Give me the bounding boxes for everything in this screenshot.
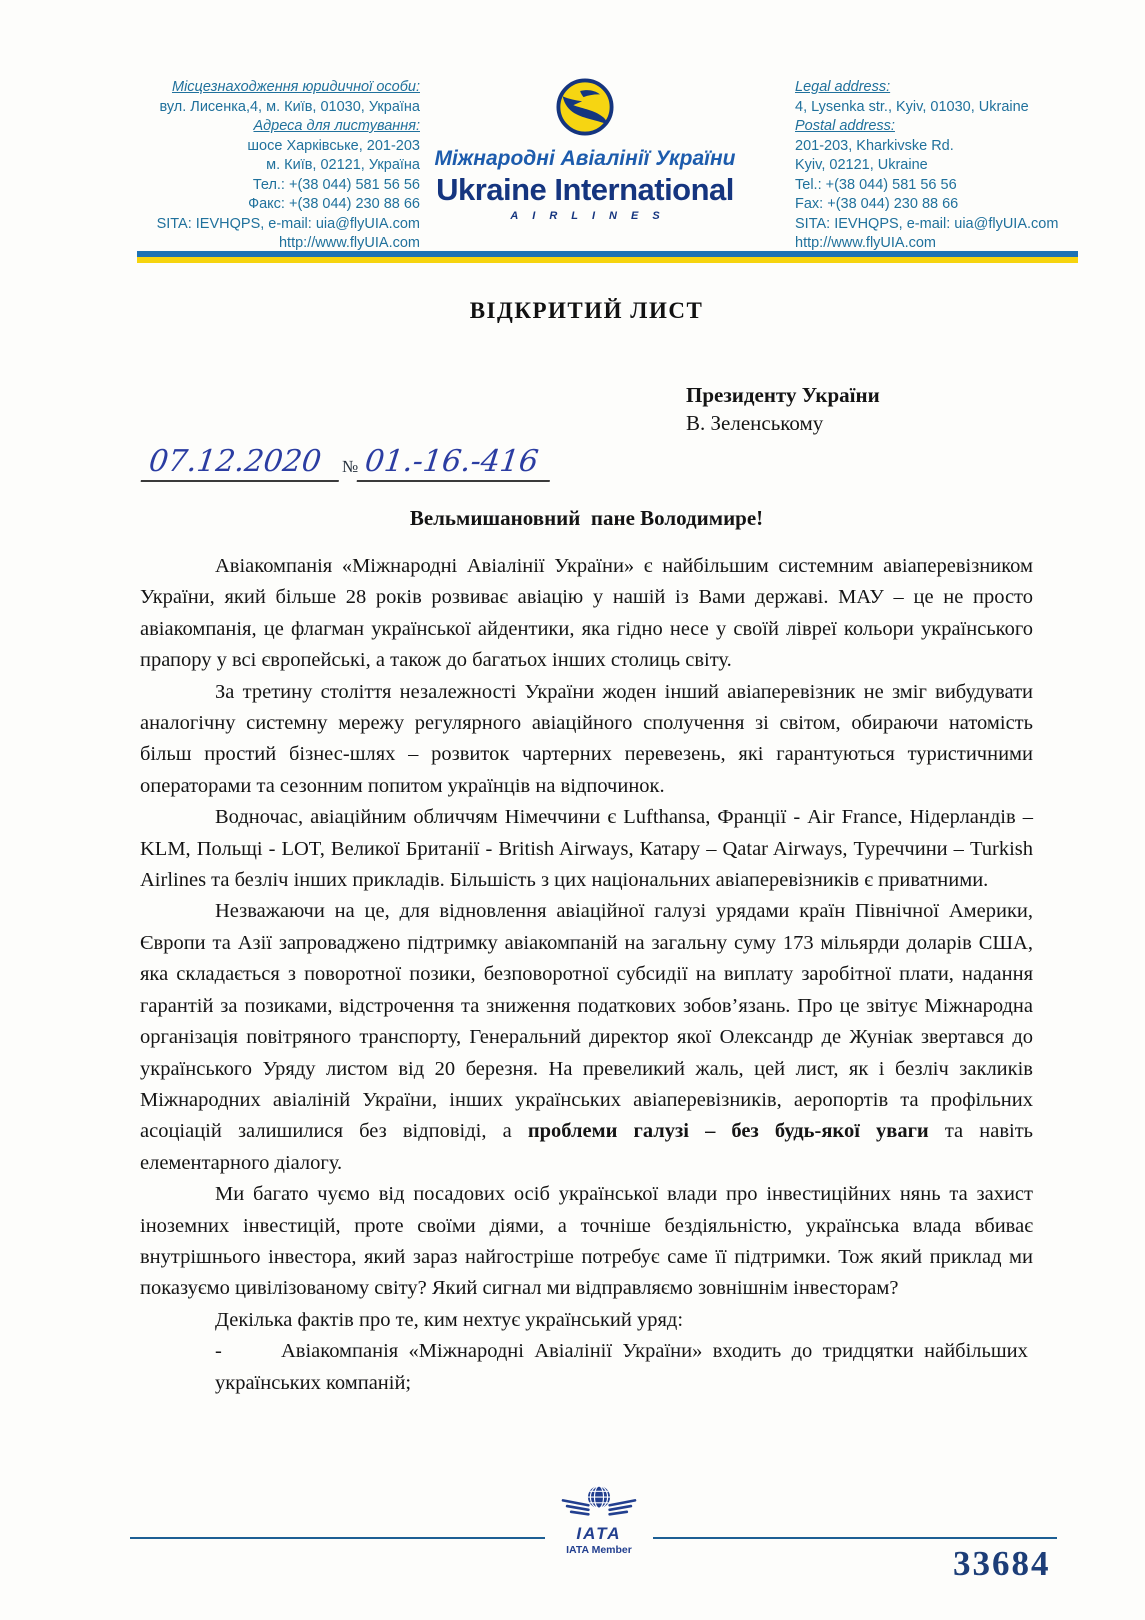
fax-en: Fax: +(38 044) 230 88 66 [795,196,959,212]
facts-intro: Декілька фактів про те, ким нехтує український уряд: [215,1308,684,1331]
bullet-dash: - [215,1340,222,1363]
handwritten-date: 07.12.2020 [141,444,344,482]
paragraph-4-tail: та навіть елементарного діалогу. [140,1120,1034,1174]
legal-address-block-uk [100,78,420,254]
logo-name-english: Ukraine International [436,172,734,207]
fact-item-1-text: Авіакомпанія «Міжнародні Авіалінії України» входить до тридцятки найбільших українських компаній; [215,1340,1033,1394]
salutation: Вельмишановний пане Володимире! [409,506,764,530]
letter-title: ВІДКРИТИЙ ЛИСТ [469,298,704,323]
fax-uk: Факс: +(38 044) 230 88 66 [248,196,420,212]
addressee-role: Президенту України [686,383,880,407]
iata-globe-wings-icon [549,1484,649,1520]
addressee-block [686,381,880,437]
iata-member-label: IATA Member [566,1544,632,1556]
sita-email-uk: SITA: IEVHQPS, e-mail: uia@flyUIA.com [156,215,420,232]
sita-email-en: SITA: IEVHQPS, e-mail: uia@flyUIA.com [795,215,1059,232]
iata-member-badge [544,1484,654,1557]
paragraph-2: За третину століття незалежності України жоден інший авіаперевізник не зміг вибудувати аналогічну системну мережу регулярного авіаційного сполучення зі світом, обираючи натомість більш простий бізнес-шлях – розвиток чартерних перевезень, які гарантуються туристичними операторами та сезонним попитом українців на відпочинок. [140,680,1033,797]
postal-address-city-en: Kyiv, 02121, Ukraine [795,157,928,173]
logo-name-ukrainian: Міжнародні Авіалінії України [434,147,736,170]
website-en: http://www.flyUIA.com [795,235,937,251]
website-uk: http://www.flyUIA.com [278,235,420,251]
legal-address-block-en [795,78,1095,254]
letter-body [140,551,1033,1399]
postal-address-label-uk: Адреса для листування: [253,118,420,134]
footer-rule-right [653,1537,1057,1539]
paragraph-4-text: Незважаючи на це, для відновлення авіаційної галузі урядами країн Північної Америки, Європи та Азії запроваджено підтримку авіакомпаній на загальну суму 173 мільярди доларів США, яка складається з поворотної позики, безповоротної субсидії на виплату заробітної плати, надання гарантій за позиками, відстрочення та зниження податкових зобов’язань. Про це звітує Міжнародна організація повітряного транспорту, Генеральний директор якої Олександр де Жуніак звертався до українського Уряду листом від 20 березня. На превеликий жаль, цей лист, як і безліч закликів Міжнародних авіаліній України, інших українських авіаперевізників, аеропортів та профільних асоціацій залишилися без відповіді, а [140,900,1033,1143]
paragraph-3: Водночас, авіаційним обличчям Німеччини є Lufthansa, Франції - Air France, Нідерландів – KLM, Польщі - LOT, Великої Британії - British Airways, Катару – Qatar Airways, Туреччини – Turkish Airlines та безліч інших прикладів. Більшість з цих національних авіаперевізників є приватними. [140,806,1033,892]
iata-label: IATA [576,1524,622,1543]
fact-item-1 [140,1336,1033,1399]
postal-address-label-en: Postal address: [795,118,895,134]
document-stamp-number: 33684 [953,1544,1051,1583]
paragraph-4 [140,896,1033,1179]
phone-uk: Тел.: +(38 044) 581 56 56 [252,176,420,193]
logo-airlines-subtitle: AIRLINES [510,210,674,222]
paragraph-4-bold-emphasis: проблеми галузі – без будь-якої уваги [527,1120,929,1143]
number-sign: № [342,457,359,476]
footer-rule-left [130,1537,545,1539]
handwritten-reference-number: 01.-16.-416 [357,444,555,482]
legal-address-label-en: Legal address: [795,79,891,95]
legal-address-en: 4, Lysenka str., Kyiv, 01030, Ukraine [795,98,1029,115]
postal-address-city-uk: м. Київ, 02121, Україна [266,157,420,173]
postal-address-street-uk: шосе Харківське, 201-203 [247,137,420,154]
legal-address-label-uk: Місцезнаходження юридичної особи: [171,79,420,95]
uia-bird-emblem-icon [556,78,614,136]
paragraph-5: Ми багато чуємо від посадових осіб української влади про інвестиційних нянь та захист іноземних інвестицій, проте своїми діями, а точніше бездіяльністю, українська влада вбиває внутрішнього інвестора, який зараз найгостріше потребує саме її підтримки. Тож який приклад ми показуємо цивілізованому світу? Який сигнал ми відправляємо зовнішнім інвесторам? [140,1183,1033,1300]
phone-en: Tel.: +(38 044) 581 56 56 [795,176,957,193]
paragraph-1: Авіакомпанія «Міжнародні Авіалінії України» є найбільшим системним авіаперевізником України, який більше 28 років розвиває авіацію у нашій із Вами державі. МАУ – це не просто авіакомпанія, це флагман української айдентики, яка гідно несе у своїй лівреї кольори українського прапору у всі європейські, а також до багатьох інших столиць світу. [140,555,1033,672]
legal-address-uk: вул. Лисенка,4, м. Київ, 01030, Україна [159,98,420,115]
flag-stripe-yellow [137,257,1078,263]
reference-line [143,444,552,482]
uia-logo [415,78,755,222]
addressee-name: В. Зеленському [686,411,824,435]
postal-address-street-en: 201-203, Kharkivske Rd. [795,137,954,154]
